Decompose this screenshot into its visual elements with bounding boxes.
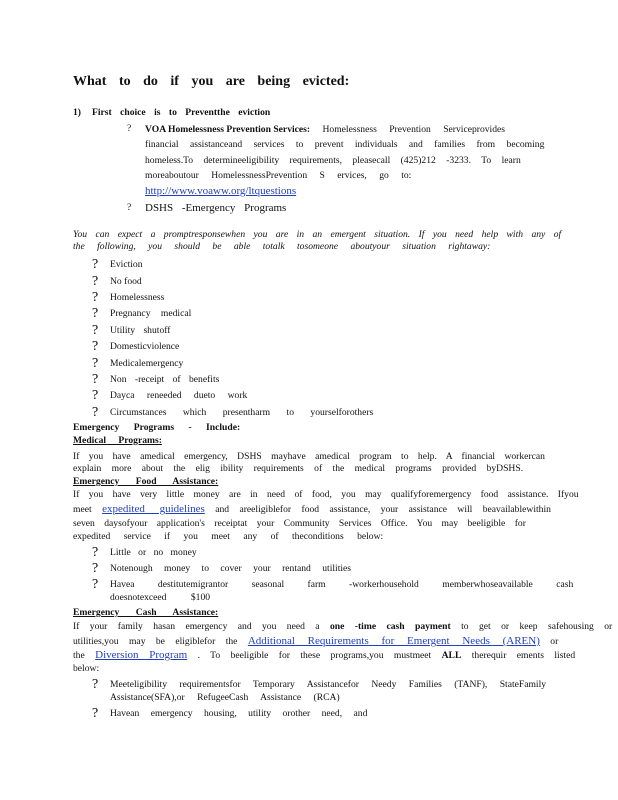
bullet-icon: ? [92,706,99,721]
situations-list [92,257,373,421]
voa-line2: financial assistanceand services to prevent individuals and families from becoming [145,139,545,150]
bullet-icon: ? [127,124,132,134]
voa-line1 [145,124,505,136]
list-item: ? Circumstances which presentharm to yourselforothers [92,404,374,420]
medical-line1: If you have amedical emergency, DSHS mayhave amedical program to help. A financial workercan [73,451,545,462]
bullet-icon: ? [92,388,99,404]
intro-line1: You can expect a promptresponsewhen you are in an emergent situation. If you need help with any of [73,229,562,240]
medical-heading: Medical Programs: [73,435,162,446]
programs-include: Emergency Programs - Include: [73,422,241,433]
bullet-icon: ? [92,257,99,273]
cash-item-1 [92,679,546,691]
bullet-icon: ? [92,545,99,560]
bullet-icon: ? [92,371,99,387]
medical-line2: explain more about the elig ibility requirements of the medical programs provided byDSHS. [73,463,524,474]
bullet-icon: ? [92,339,99,355]
food-line2: meet expedited guidelines and areeligiblefor food assistance, your assistance will beavailablewithin [73,503,551,515]
list-item: ? No food [92,273,142,289]
cash-line3: the Diversion Program . To beeligible for these programs,you mustmeet ALL therequir ements listed [73,649,576,661]
first-choice-number: 1) [73,107,81,118]
list-item: ? Meeteligibility requirementsfor Temporary Assistancefor Needy Families (TANF), StateFamily [92,677,547,692]
food-line4: expedited service if you meet any of theconditions below: [73,531,384,542]
bullet-icon: ? [92,577,99,592]
bullet-icon: ? [92,561,99,576]
aren-link[interactable]: Additional Requirements for Emergent Needs (AREN) [247,635,540,647]
diversion-program-link[interactable]: Diversion Program [95,649,188,661]
food-line3: seven daysofyour application's receiptat your Community Services Office. You may beeligible for [73,518,526,529]
food-conditions [92,545,573,593]
food-condition3-line2: doesnotexceed $100 [110,592,211,603]
list-item: ? Eviction [92,257,143,273]
bullet-icon: ? [92,289,99,305]
list-item: ? Havean emergency housing, utility orother need, and [92,706,368,721]
dshs-bullet: DSHS -Emergency Programs [145,202,287,214]
bullet-icon: ? [92,273,99,289]
bullet-icon: ? [127,203,132,213]
voa-lead: VOA Homelessness Prevention Services: [145,124,311,135]
food-line1: If you have very little money are in need of food, you may qualifyforemergency food assistance. Ifyou [73,489,579,500]
bullet-icon: ? [92,306,99,322]
cash-line4: below: [73,663,100,674]
list-item: ? Domesticviolence [92,339,180,355]
cash-line2: utilities,you may be eligiblefor the Additional Requirements for Emergent Needs (AREN) or [73,635,559,647]
voa-line3: homeless.To determineeligibility requirements, pleasecall (425)212 -3233. To learn [145,155,521,166]
cash-heading: Emergency Cash Assistance: [73,607,219,618]
bullet-icon: ? [92,677,99,692]
list-item: ? Havea destitutemigrantor seasonal farm -workerhousehold memberwhoseavailable cash [92,577,574,592]
bullet-icon: ? [92,355,99,371]
food-heading: Emergency Food Assistance: [73,476,219,487]
list-item: ? Non -receipt of benefits [92,371,220,387]
intro-line2: the following, you should be able totalk tosomeone aboutyour situation rightaway: [73,241,491,252]
list-item: ? Pregnancy medical [92,306,192,322]
list-item: ? Medicalemergency [92,355,184,371]
page-title: What to do if you are being evicted: [73,74,350,89]
list-item: ? Notenough money to cover your rentand utilities [92,561,352,576]
list-item: ? Homelessness [92,289,165,305]
bullet-icon: ? [92,322,99,338]
cash-item-2 [92,708,367,720]
expedited-guidelines-link[interactable]: expedited guidelines [102,503,205,515]
list-item: ? Utility shutoff [92,322,171,338]
list-item: ? Dayca reneeded dueto work [92,388,248,404]
cash-line1: If your family hasan emergency and you need a one -time cash payment to get or keep safehousing or [73,621,613,632]
cash-item1-line2: Assistance(SFA),or RefugeeCash Assistance (RCA) [110,692,340,703]
first-choice-heading: First choice is to Preventthe eviction [92,107,271,118]
list-item: ? Little or no money [92,545,197,560]
voa-link[interactable]: http://www.voaww.org/ltquestions [145,185,297,197]
bullet-icon: ? [92,404,99,420]
voa-line4: moreaboutour HomelessnessPrevention S ervices, go to: [145,170,412,181]
voa-line1-rest: Homelessness Prevention Serviceprovides [322,124,505,135]
